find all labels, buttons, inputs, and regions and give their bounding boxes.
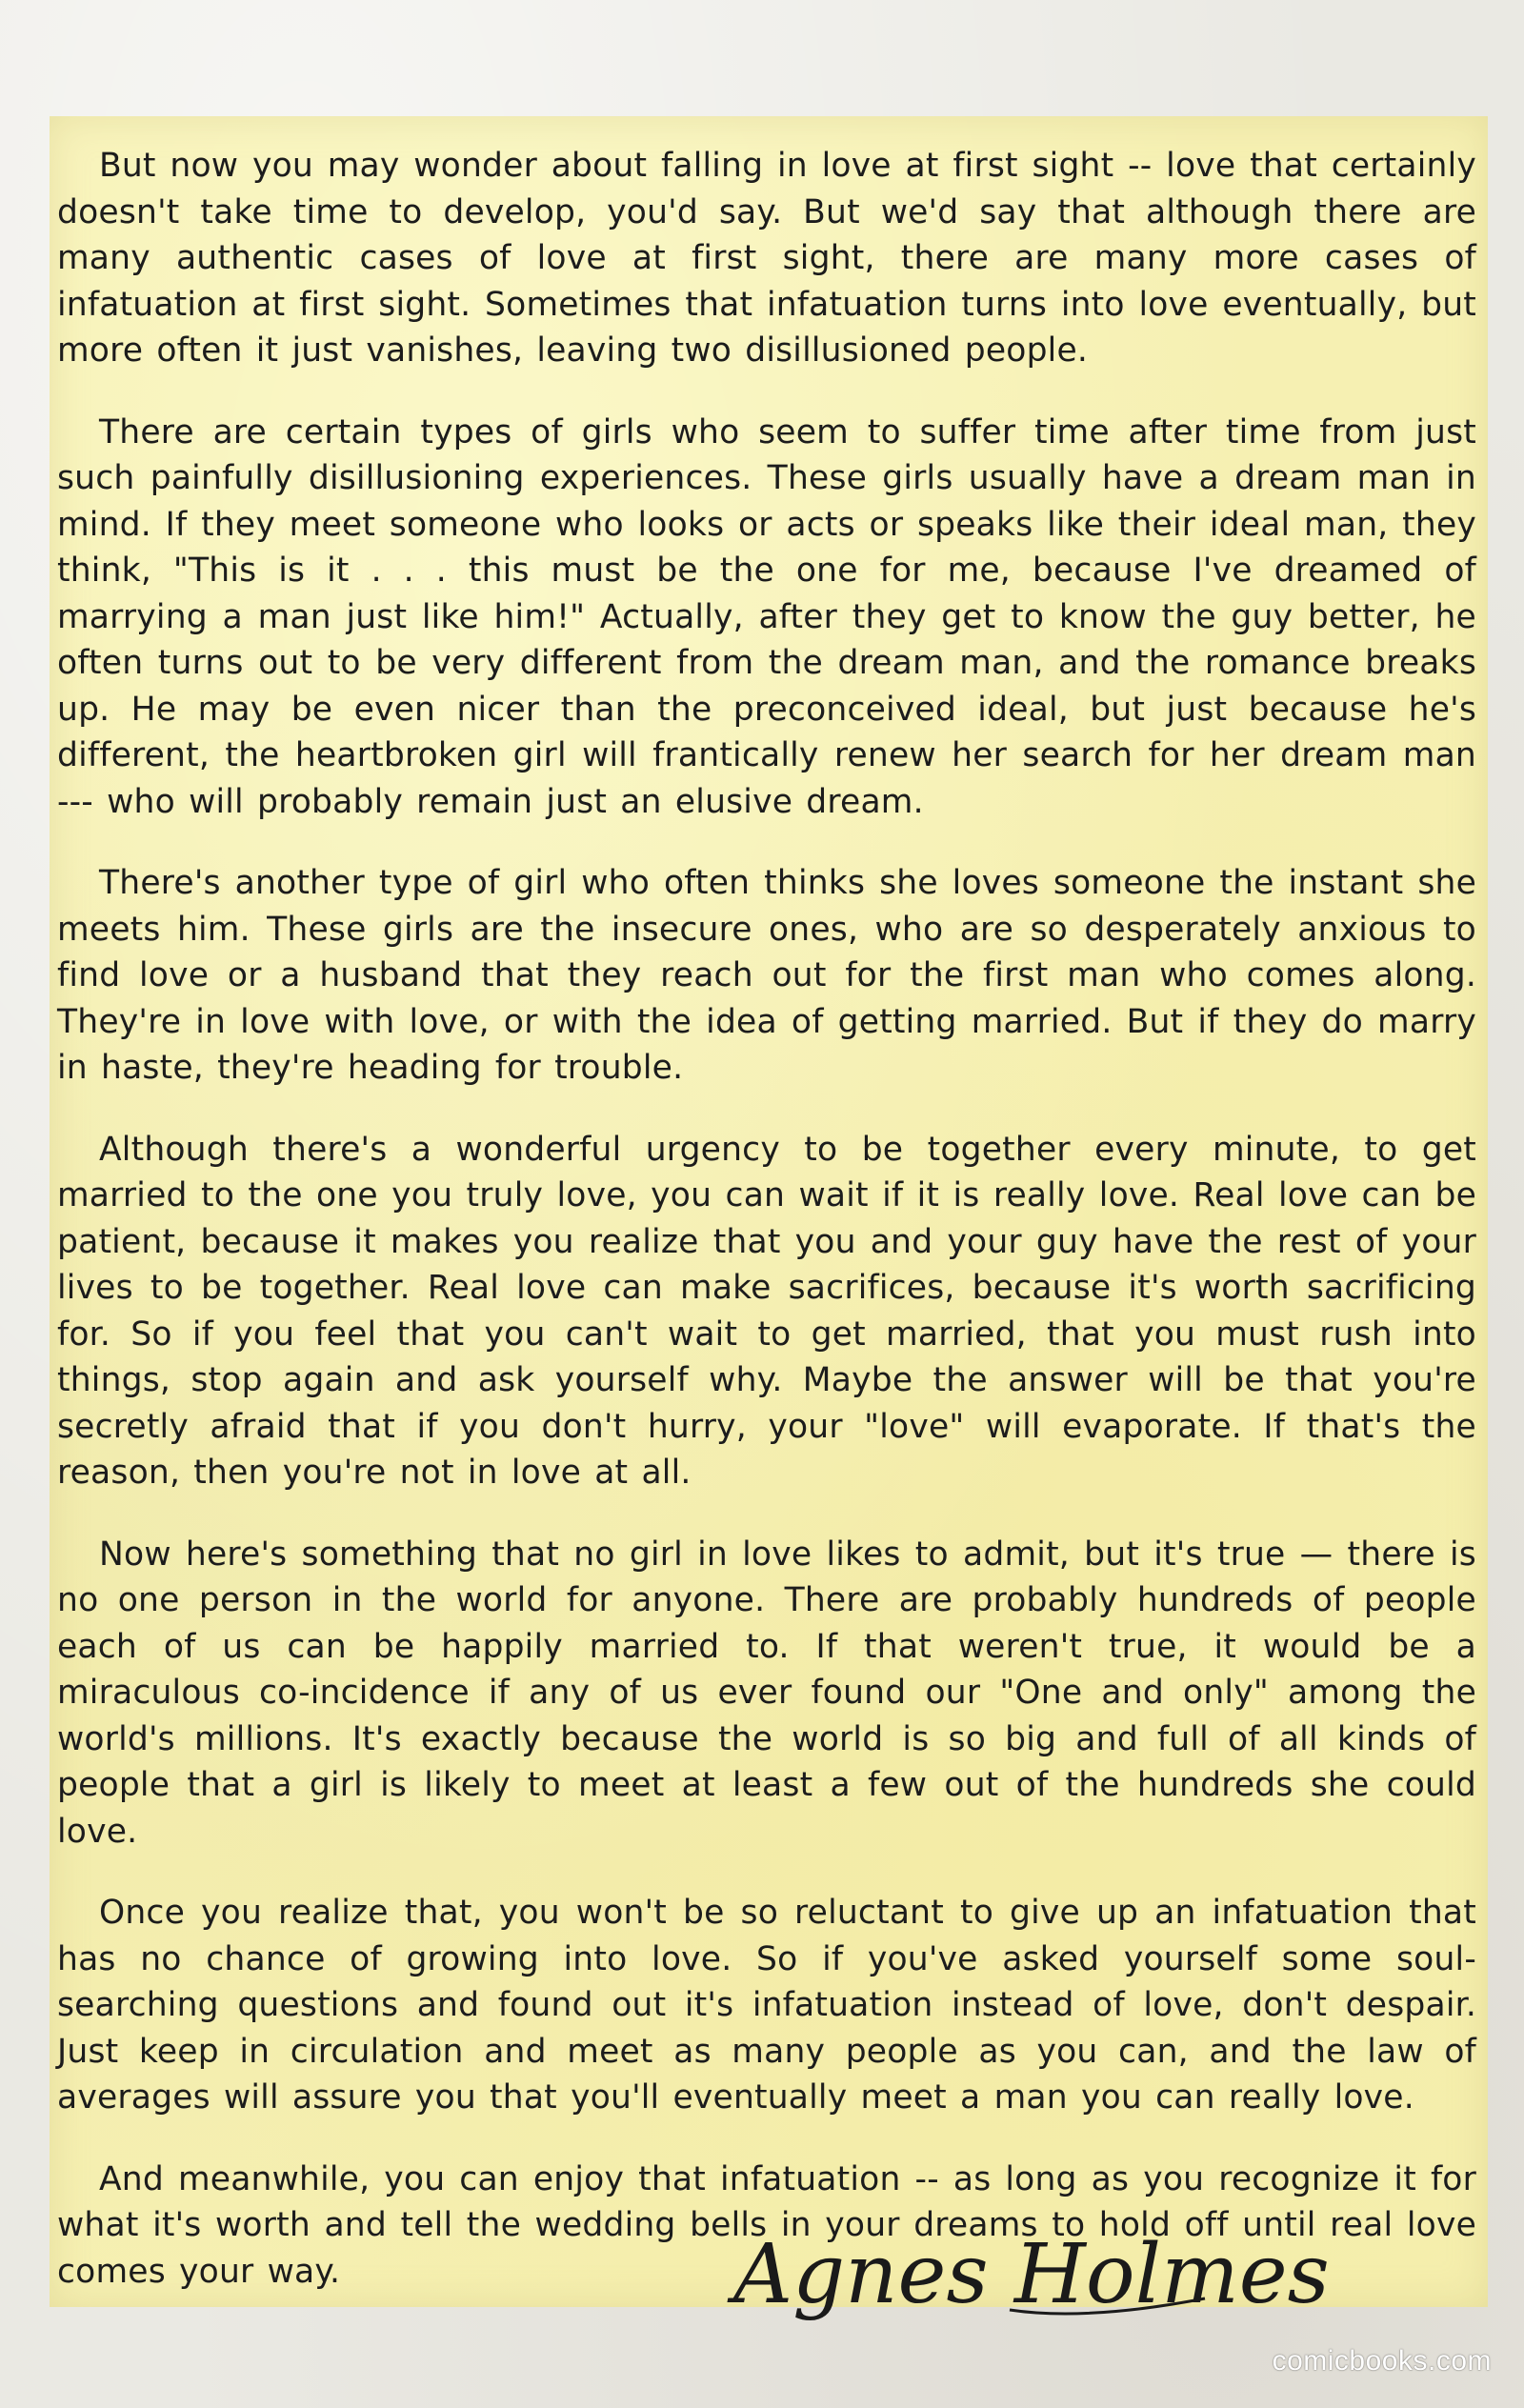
- watermark-text: comicbooks.com: [1272, 2345, 1492, 2377]
- advice-article: [57, 143, 1476, 2330]
- paragraph-3: There's another type of girl who often thinks she loves someone the instant she meets him. These girls are the insecure ones, who are so desperately anxious to find love or a husband that they reach out for the first man who comes along. They're in love with love, or with the idea of getting married. But if they do marry in haste, they're heading for trouble.: [57, 864, 1476, 1087]
- paragraph-5: Now here's something that no girl in love likes to admit, but it's true — there is no one person in the world for anyone. There are probably hundreds of people each of us can be happily married to. If that weren't true, it would be a miraculous co-incidence if any of us ever found our "One and only" among the world's millions. It's exactly because the world is so big and full of all kinds of people that a girl is likely to meet at least a few out of the hundreds she could love.: [57, 1535, 1476, 1851]
- paragraph-1: But now you may wonder about falling in love at first sight -- love that certainly doesn't take time to develop, you'd say. But we'd say that although there are many authentic cases of love at first sight, there are many more cases of infatuation at first sight. Sometimes that infatuation turns into love eventually, but more often it just vanishes, leaving two disillusioned people.: [57, 147, 1476, 370]
- paragraph-7: And meanwhile, you can enjoy that infatuation -- as long as you recognize it for what it's worth and tell the wedding bells in your dreams to hold off until real love comes your way.: [57, 2159, 1476, 2291]
- signature-text: Agnes Holmes: [733, 2227, 1330, 2322]
- author-signature: [724, 2215, 1330, 2338]
- paragraph-6: Once you realize that, you won't be so reluctant to give up an infatuation that has no chance of growing into love. So if you've asked yourself some soul-searching questions and found out it's infatuation instead of love, don't despair. Just keep in circulation and meet as many people as you can, and the law of averages will assure you that you'll eventually meet a man you can really love.: [57, 1894, 1476, 2117]
- paragraph-4: Although there's a wonderful urgency to be together every minute, to get married to the one you truly love, you can wait if it is really love. Real love can be patient, because it makes you realize that you and your guy have the rest of your lives to be together. Real love can make sacrifices, because it's worth sacrificing for. So if you feel that you can't wait to get married, that you must rush into things, stop again and ask yourself why. Maybe the answer will be that you're secretly afraid that if you don't hurry, your "love" will evaporate. If that's the reason, then you're not in love at all.: [57, 1130, 1476, 1492]
- signature-graphic: [724, 2215, 1330, 2338]
- paragraph-2: There are certain types of girls who seem to suffer time after time from just such painfully disillusioning experiences. These girls usually have a dream man in mind. If they meet someone who looks or acts or speaks like their ideal man, they think, "This is it . . . this must be the one for me, because I've dreamed of marrying a man just like him!" Actually, after they get to know the guy better, he often turns out to be very different from the dream man, and the romance breaks up. He may be even nicer than the preconceived ideal, but just because he's different, the heartbroken girl will frantically renew her search for her dream man --- who will probably remain just an elusive dream.: [57, 412, 1476, 821]
